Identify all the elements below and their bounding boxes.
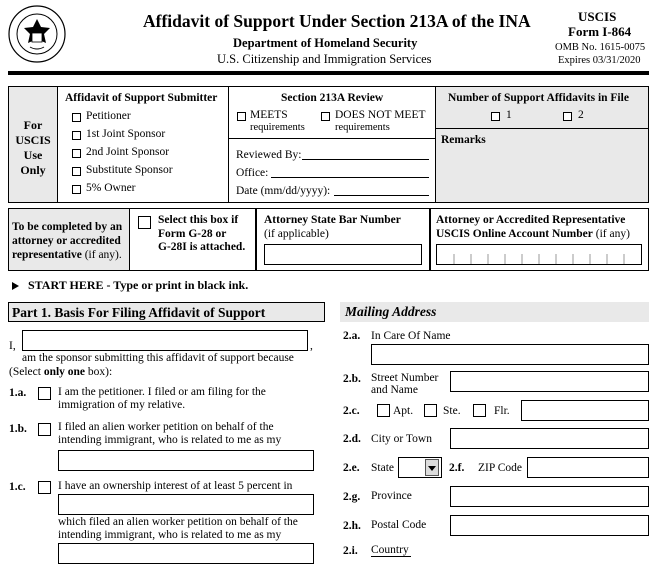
review-divider: [228, 138, 436, 139]
mailing-address-title: Mailing Address: [345, 304, 437, 319]
item-2h-number: 2.h.: [343, 520, 361, 532]
label-petitioner: Petitioner: [86, 110, 131, 122]
account-number-title-1: Attorney or Accredited Representative: [436, 214, 626, 226]
attorney-label: To be completed by an attorney or accredited representative (if any).: [12, 221, 123, 261]
checkbox-1c[interactable]: [38, 481, 51, 494]
agency-name: U.S. Citizenship and Immigration Services: [217, 52, 432, 66]
label-province: Province: [371, 490, 412, 502]
comma-label: ,: [310, 340, 313, 352]
form-title: Affidavit of Support Under Section 213A of the INA: [143, 11, 531, 31]
checkbox-does-not-meet[interactable]: [321, 112, 330, 121]
checkbox-count-2[interactable]: [563, 112, 572, 121]
checkbox-2nd-joint-sponsor[interactable]: [72, 149, 81, 158]
label-meets: MEETS: [250, 109, 288, 121]
label-reviewed-by: Reviewed By:: [236, 149, 302, 161]
item-1c-text-3: intending immigrant, who is related to me as my: [58, 529, 282, 541]
count-divider: [436, 128, 649, 129]
zip-input[interactable]: [527, 457, 649, 478]
postal-code-input[interactable]: [450, 515, 649, 536]
label-office: Office:: [236, 167, 269, 179]
item-1a-text-1: I am the petitioner. I filed or am filing for the: [58, 386, 266, 398]
label-apt: Apt.: [393, 405, 414, 417]
country-underline: [371, 556, 411, 557]
bar-number-sub: (if applicable): [264, 228, 329, 240]
uscis-side-label: For USCIS Use Only: [15, 118, 51, 177]
label-country: Country: [371, 544, 409, 556]
label-state: State: [371, 462, 394, 474]
review-title: Section 213A Review: [281, 92, 384, 104]
item-1b-text-2: intending immigrant, who is related to me as my: [58, 434, 282, 446]
label-does-not-meet-req: requirements: [335, 122, 390, 133]
form-number: Form I-864: [568, 24, 632, 39]
unit-number-input[interactable]: [521, 400, 649, 421]
label-5-percent-owner: 5% Owner: [86, 182, 136, 194]
item-2d-number: 2.d.: [343, 433, 361, 445]
sponsor-statement: am the sponsor submitting this affidavit of support because: [22, 352, 294, 364]
arrow-right-icon: [12, 282, 19, 290]
header-rule: [8, 71, 649, 75]
checkbox-g28-attached[interactable]: [138, 216, 151, 229]
omb-number: OMB No. 1615-0075: [555, 42, 646, 53]
item-2g-number: 2.g.: [343, 491, 361, 503]
account-number-title-2: USCIS Online Account Number (if any): [436, 228, 630, 240]
label-meets-req: requirements: [250, 122, 305, 133]
support-count-title: Number of Support Affidavits in File: [448, 92, 629, 104]
label-city: City or Town: [371, 433, 432, 445]
relationship-1c-input[interactable]: [58, 543, 314, 564]
label-street-1: Street Number: [371, 372, 439, 384]
item-1c-text-1: I have an ownership interest of at least 5 percent in: [58, 480, 293, 492]
checkbox-1b[interactable]: [38, 423, 51, 436]
label-count-1: 1: [506, 109, 512, 121]
label-does-not-meet: DOES NOT MEET: [335, 109, 426, 121]
relationship-1b-input[interactable]: [58, 450, 314, 471]
label-street-2: and Name: [371, 384, 418, 396]
bar-number-title: Attorney State Bar Number: [264, 214, 401, 226]
item-2i-number: 2.i.: [343, 545, 358, 557]
item-1c-number: 1.c.: [9, 481, 26, 493]
company-name-1c-input[interactable]: [58, 494, 314, 515]
account-number-input[interactable]: [436, 244, 642, 265]
checkbox-meets[interactable]: [237, 112, 246, 121]
label-flr: Flr.: [494, 405, 510, 417]
item-2e-number: 2.e.: [343, 462, 360, 474]
expiration-date: Expires 03/31/2020: [558, 55, 641, 66]
office-line[interactable]: [271, 177, 429, 178]
department-name: Department of Homeland Security: [233, 36, 418, 50]
label-ste: Ste.: [443, 405, 461, 417]
label-date: Date (mm/dd/yyyy):: [236, 185, 331, 197]
checkbox-ste[interactable]: [424, 404, 437, 417]
chevron-down-icon[interactable]: [425, 459, 439, 476]
label-zip: ZIP Code: [478, 462, 522, 474]
item-1a-number: 1.a.: [9, 387, 27, 399]
item-1c-text-2: which filed an alien worker petition on behalf of the: [58, 516, 298, 528]
remarks-label: Remarks: [441, 134, 486, 146]
checkbox-apt[interactable]: [377, 404, 390, 417]
checkbox-flr[interactable]: [473, 404, 486, 417]
item-1b-text-1: I filed an alien worker petition on behalf of the: [58, 421, 274, 433]
in-care-of-input[interactable]: [371, 344, 649, 365]
checkbox-substitute-sponsor[interactable]: [72, 167, 81, 176]
label-substitute-sponsor: Substitute Sponsor: [86, 164, 173, 176]
label-2nd-joint-sponsor: 2nd Joint Sponsor: [86, 146, 170, 158]
checkbox-1a[interactable]: [38, 387, 51, 400]
item-2c-number: 2.c.: [343, 405, 360, 417]
item-1a-text-2: immigration of my relative.: [58, 399, 186, 411]
label-1st-joint-sponsor: 1st Joint Sponsor: [86, 128, 166, 140]
item-2a-number: 2.a.: [343, 330, 361, 342]
item-2b-number: 2.b.: [343, 373, 361, 385]
dhs-seal: [8, 5, 66, 63]
province-input[interactable]: [450, 486, 649, 507]
reviewed-by-line[interactable]: [302, 159, 429, 160]
checkbox-petitioner[interactable]: [72, 113, 81, 122]
agency-short: USCIS: [578, 9, 617, 24]
checkbox-1st-joint-sponsor[interactable]: [72, 131, 81, 140]
g28-label: Select this box if Form G-28 or G-28I is attached.: [158, 214, 246, 253]
street-input[interactable]: [450, 371, 649, 392]
checkbox-count-1[interactable]: [491, 112, 500, 121]
label-in-care-of: In Care Of Name: [371, 330, 451, 342]
item-1b-number: 1.b.: [9, 423, 27, 435]
start-here-note: START HERE - Type or print in black ink.: [28, 278, 249, 292]
sponsor-name-input[interactable]: [22, 330, 308, 351]
date-line[interactable]: [334, 195, 429, 196]
checkbox-5-percent-owner[interactable]: [72, 185, 81, 194]
submitter-title: Affidavit of Support Submitter: [65, 92, 218, 104]
item-2f-number: 2.f.: [449, 462, 465, 474]
i-label: I,: [9, 340, 16, 352]
part1-title: Part 1. Basis For Filing Affidavit of Support: [12, 305, 266, 320]
city-input[interactable]: [450, 428, 649, 449]
label-postal-code: Postal Code: [371, 519, 427, 531]
bar-number-input[interactable]: [264, 244, 422, 265]
label-count-2: 2: [578, 109, 584, 121]
select-instruction: (Select only one box):: [9, 366, 113, 378]
